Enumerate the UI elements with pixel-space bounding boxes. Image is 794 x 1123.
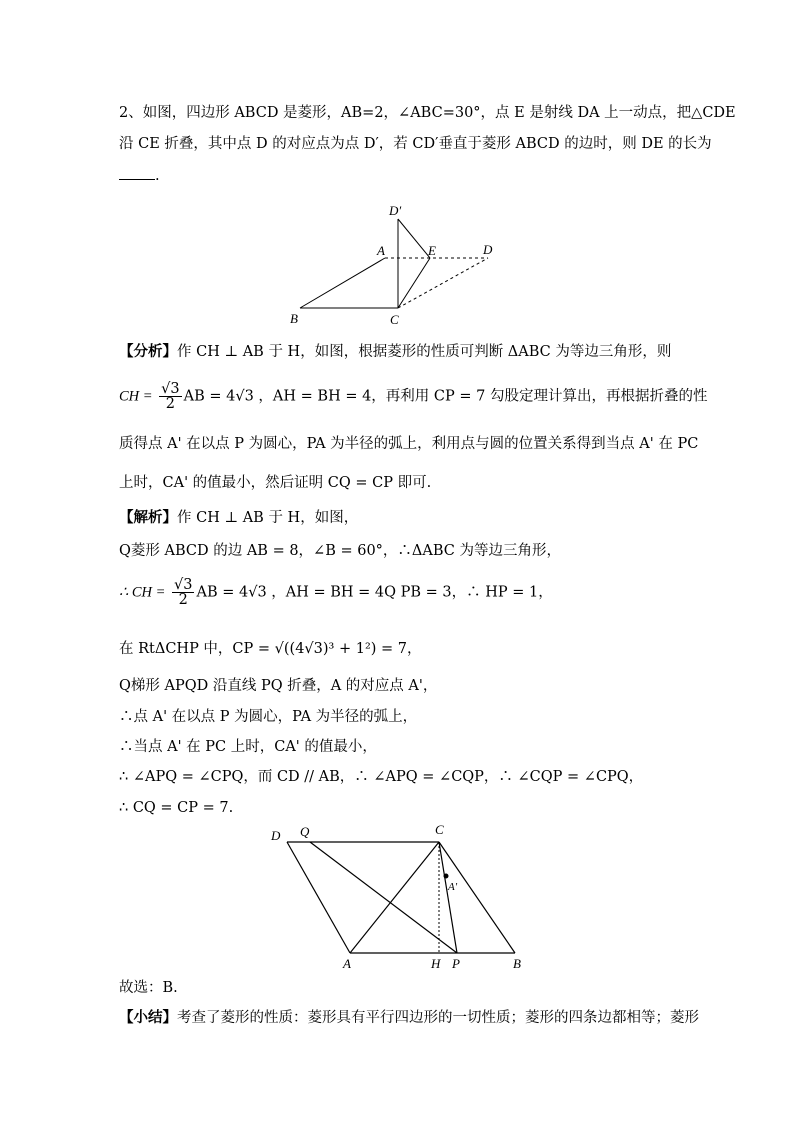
figure-2 <box>265 820 530 975</box>
problem-line-3-end: . <box>155 168 160 184</box>
solution-line-4: 在 RtΔCHP 中，CP = √((4√3)³ + 1²) = 7， <box>119 641 422 657</box>
answer-line: 故选：B. <box>119 980 178 996</box>
solution-line-8: ∴ ∠APQ = ∠CPQ，而 CD // AB，∴ ∠APQ = ∠CQP，∴ ∠CQP = ∠CPQ， <box>119 769 644 785</box>
fig2-label-C: C <box>435 822 444 837</box>
analysis-tag: 【分析】 <box>119 343 177 360</box>
analysis-line-3: 质得点 A' 在以点 P 为圆心，PA 为半径的弧上，利用点与圆的位置关系得到当点 A' 在 PC <box>119 436 699 452</box>
analysis-fraction <box>159 382 181 411</box>
fig1-label-Dprime: D′ <box>389 203 402 218</box>
solution-ch-lhs: ∴ CH = <box>119 584 166 601</box>
solution-line-6: ∴点 A' 在以点 P 为圆心，PA 为半径的弧上， <box>119 709 418 725</box>
analysis-text-1: 作 CH ⊥ AB 于 H，如图，根据菱形的性质可判断 ΔABC 为等边三角形，则 <box>177 344 672 360</box>
solution-tag: 【解析】 <box>119 509 177 526</box>
solution-line-3 <box>119 578 553 607</box>
fig2-seg-DA <box>287 842 350 953</box>
solution-line-7: ∴当点 A' 在 PC 上时，CA' 的值最小， <box>119 739 377 755</box>
solution-line-5: Q梯形 APQD 沿直线 PQ 折叠，A 的对应点 A'， <box>119 678 438 694</box>
analysis-line-2 <box>119 382 707 411</box>
fig2-label-Aprime: A' <box>448 881 458 893</box>
fig2-label-Q: Q <box>300 824 310 839</box>
problem-line-2: 沿 CE 折叠，其中点 D 的对应点为点 D′，若 CD′垂直于菱形 ABCD 的边时，则 DE 的长为 <box>119 136 712 152</box>
analysis-ch-lhs: CH = <box>119 388 153 405</box>
problem-line-1: 2、如图，四边形 ABCD 是菱形，AB=2，∠ABC=30°，点 E 是射线 DA 上一动点，把△CDE <box>119 105 736 121</box>
fig1-seg-DprimeE <box>398 219 430 258</box>
fig1-label-A: A <box>377 243 385 258</box>
fig1-label-D: D <box>483 242 493 257</box>
fig2-label-B: B <box>513 956 521 971</box>
fig1-label-B: B <box>290 311 298 326</box>
solution-text-3: AB = 4√3 ，AH = BH = 4Q PB = 3，∴ HP = 1， <box>196 584 553 601</box>
fig2-seg-QP <box>310 842 457 953</box>
fig1-label-C: C <box>390 312 399 327</box>
fig1-label-E: E <box>428 243 436 258</box>
fig2-label-A: A <box>343 956 351 971</box>
analysis-line-4: 上时，CA' 的值最小，然后证明 CQ = CP 即可. <box>119 475 432 491</box>
figure-1 <box>280 200 520 330</box>
fig1-seg-CD <box>398 258 488 308</box>
fig2-label-D: D <box>271 828 281 843</box>
fig2-label-P: P <box>452 956 460 971</box>
fig1-seg-CE <box>398 258 430 308</box>
fig2-seg-CB <box>439 842 515 953</box>
analysis-frac-den: 2 <box>165 396 176 412</box>
fig2-seg-CP <box>439 842 457 953</box>
problem-line-3 <box>119 166 160 186</box>
summary-text: 考查了菱形的性质：菱形具有平行四边形的一切性质；菱形的四条边都相等；菱形 <box>177 1010 699 1026</box>
solution-frac-den: 2 <box>178 592 188 608</box>
fig2-seg-AC <box>350 842 439 953</box>
analysis-frac-num: √3 <box>161 381 180 397</box>
solution-text-1: 作 CH ⊥ AB 于 H，如图， <box>177 510 359 526</box>
solution-frac-num: √3 <box>174 577 193 593</box>
summary-tag: 【小结】 <box>119 1009 177 1026</box>
solution-fraction <box>172 578 194 607</box>
fig2-point-Aprime <box>444 874 449 879</box>
summary-line <box>119 1008 699 1028</box>
solution-line-2: Q菱形 ABCD 的边 AB = 8，∠B = 60°，∴ΔABC 为等边三角形， <box>119 543 561 559</box>
answer-blank <box>119 167 155 180</box>
fig2-label-H: H <box>431 956 441 971</box>
solution-line-1 <box>119 508 358 528</box>
solution-line-9: ∴ CQ = CP = 7. <box>119 800 234 816</box>
analysis-text-2: AB = 4√3 ，AH = BH = 4，再利用 CP = 7 勾股定理计算出，再根据折叠的性 <box>183 388 708 405</box>
fig1-seg-BA <box>300 258 385 308</box>
analysis-line-1 <box>119 342 671 362</box>
